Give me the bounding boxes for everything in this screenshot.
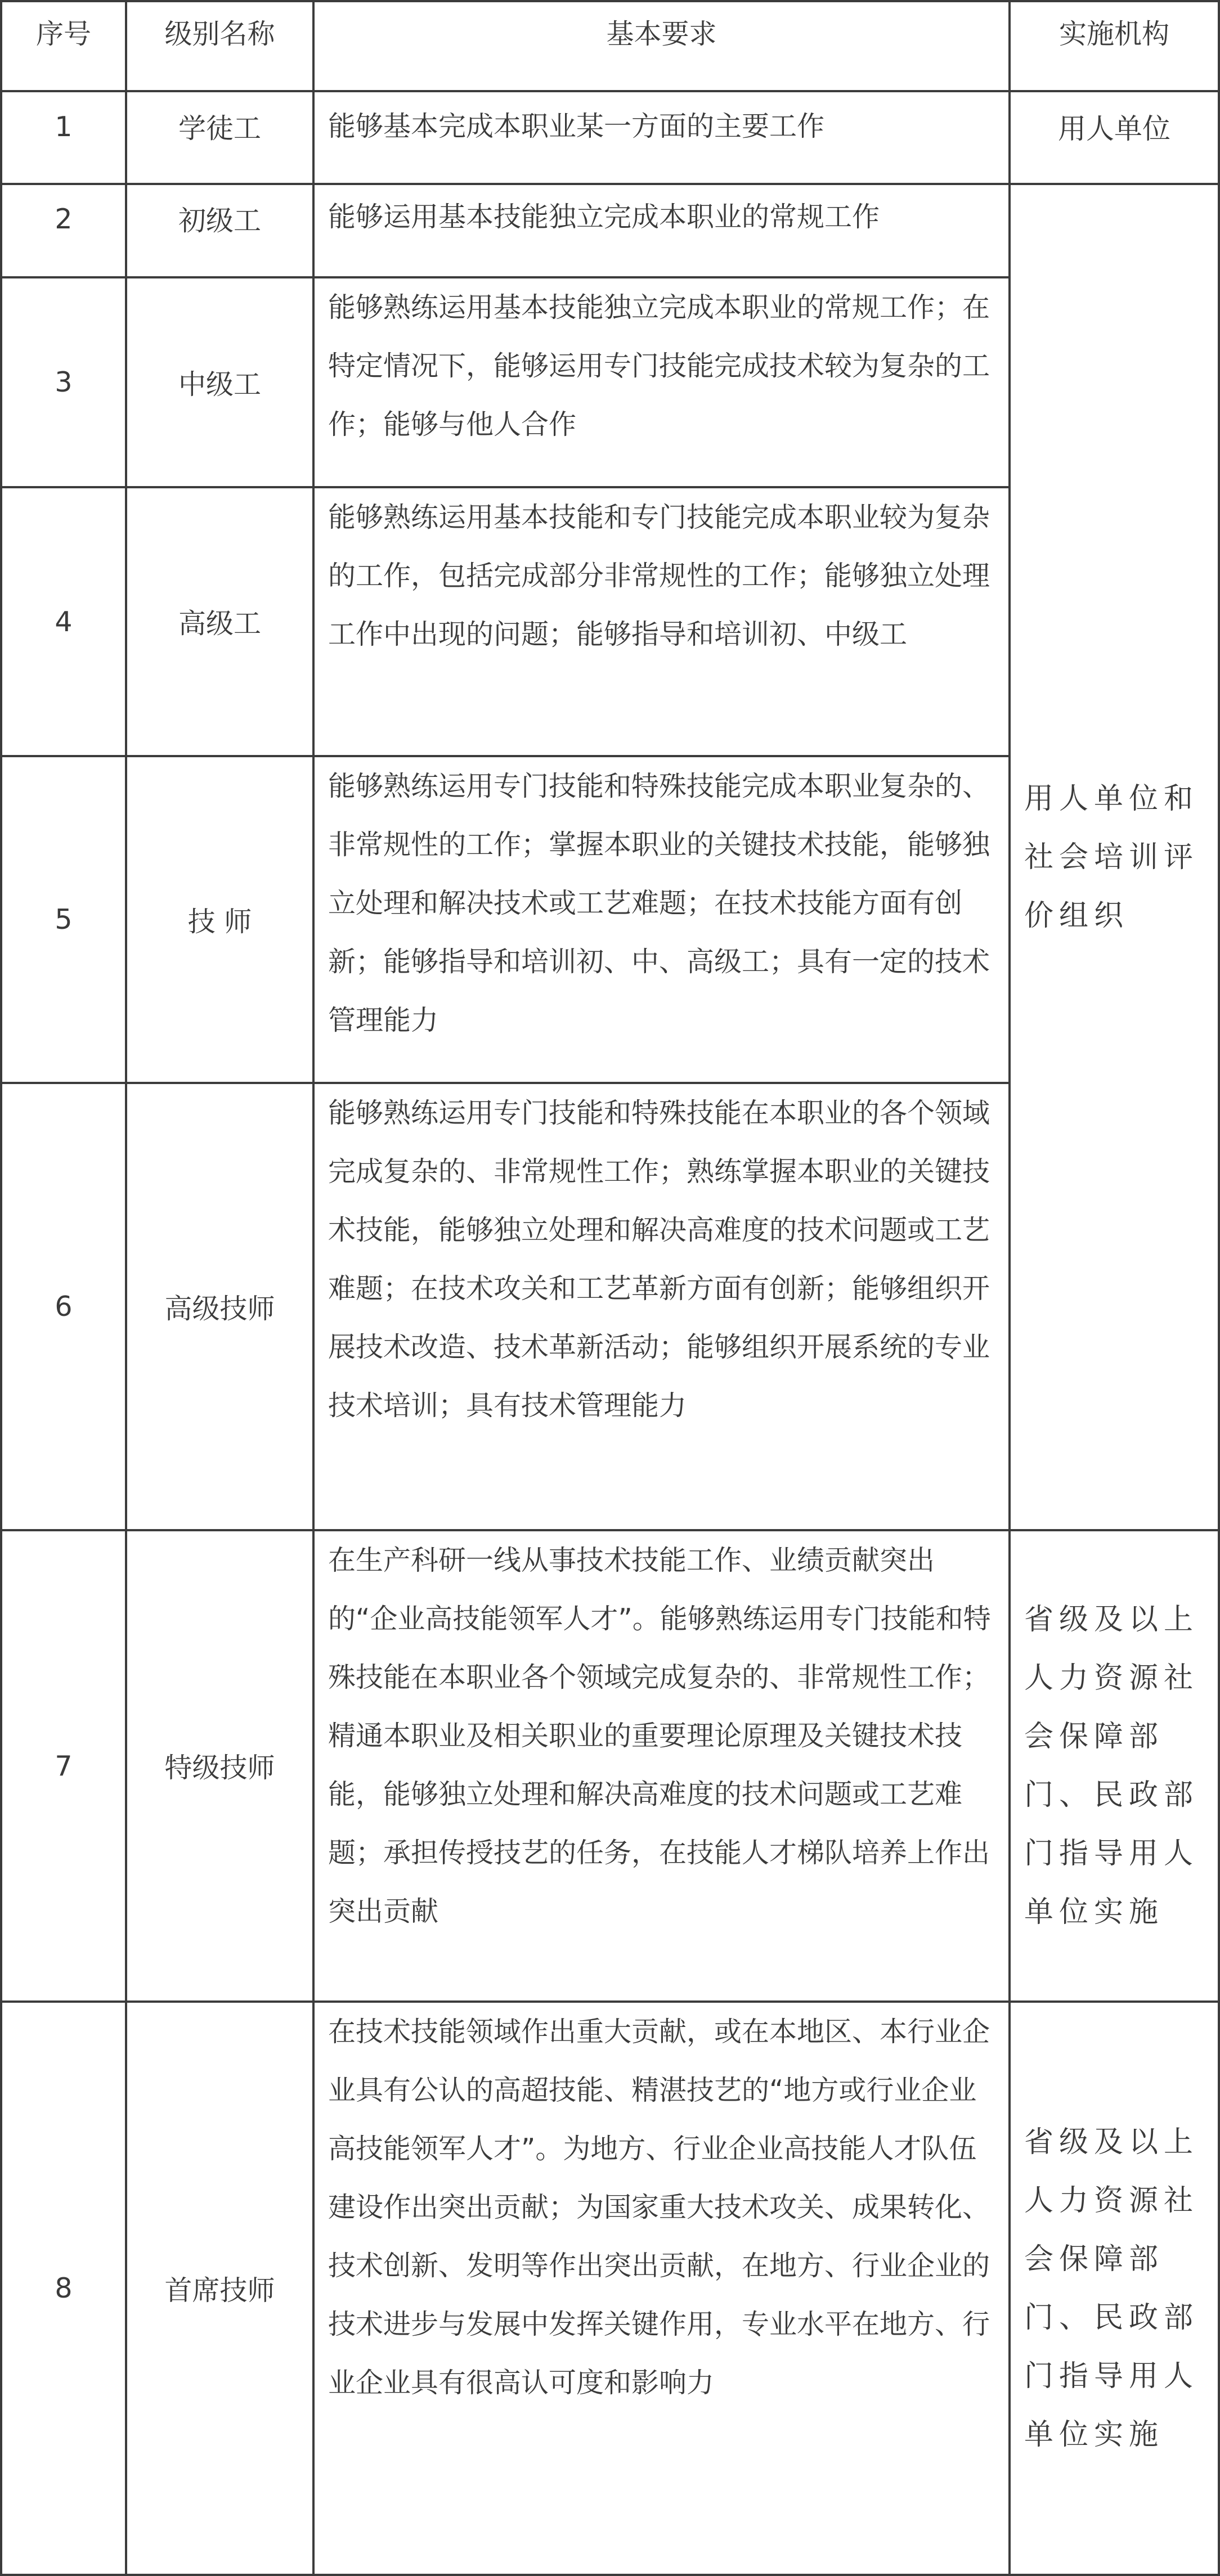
- row-level: 首席技师: [164, 2274, 275, 2307]
- row-level: 高级工: [178, 608, 261, 640]
- rule: [0, 2574, 1220, 2576]
- row-level: 学徒工: [178, 113, 261, 145]
- row-no: 1: [55, 110, 73, 143]
- row-requirement: 能够熟练运用基本技能独立完成本职业的常规工作；在特定情况下，能够运用专门技能完成技术较为复杂的工作；能够与他人合作: [328, 291, 990, 440]
- org-row8: 省级及以上人力资源社会保障部门、民政部门指导用人单位实施: [1024, 2125, 1199, 2452]
- header-requirement: 基本要求: [606, 18, 717, 50]
- row-no: 8: [55, 2272, 73, 2304]
- row-requirement: 能够熟练运用基本技能和专门技能完成本职业较为复杂的工作，包括完成部分非常规性的工作；能够独立处理工作中出现的问题；能够指导和培训初、中级工: [328, 501, 990, 650]
- org-row1: 用人单位: [1058, 113, 1170, 145]
- row-no: 7: [55, 1750, 73, 1782]
- org-row7: 省级及以上人力资源社会保障部门、民政部门指导用人单位实施: [1024, 1603, 1199, 1929]
- row-requirement: 在技术技能领域作出重大贡献，或在本地区、本行业企业具有公认的高超技能、精湛技艺的“地方或行业企业高技能领军人才”。为地方、行业企业高技能人才队伍建设作出突出贡献；为国家重大技术攻关、成果转化、技术创新、发明等作出突出贡献，在地方、行业企业的技术进步与发展中发挥关键作用，专业水平在地方、行业企业具有很高认可度和影响力: [328, 2016, 990, 2399]
- row-requirement: 能够运用基本技能独立完成本职业的常规工作: [328, 201, 880, 233]
- row-requirement: 能够基本完成本职业某一方面的主要工作: [328, 110, 825, 142]
- org-rows2to6: 用人单位和社会培训评价组织: [1024, 781, 1199, 933]
- header-level: 级别名称: [164, 18, 275, 50]
- row-level: 特级技师: [164, 1752, 275, 1784]
- row-level: 高级技师: [164, 1292, 275, 1325]
- row-no: 2: [55, 203, 73, 235]
- rule: [1218, 0, 1220, 2576]
- row-no: 4: [55, 605, 73, 638]
- row-requirement: 能够熟练运用专门技能和特殊技能完成本职业复杂的、非常规性的工作；掌握本职业的关键技术技能，能够独立处理和解决技术或工艺难题；在技术技能方面有创新；能够指导和培训初、中、高级工；具有一定的技术管理能力: [328, 770, 990, 1036]
- row-requirement: 能够熟练运用专门技能和特殊技能在本职业的各个领域完成复杂的、非常规性工作；熟练掌握本职业的关键技术技能，能够独立处理和解决高难度的技术问题或工艺难题；在技术攻关和工艺革新方面有创新；能够组织开展技术改造、技术革新活动；能够组织开展系统的专业技术培训；具有技术管理能力: [328, 1097, 990, 1422]
- row-no: 5: [55, 903, 73, 936]
- header-org: 实施机构: [1058, 18, 1169, 50]
- row-level: 中级工: [178, 368, 261, 401]
- header-no: 序号: [35, 18, 91, 50]
- rule: [0, 0, 1220, 2]
- row-no: 6: [55, 1291, 73, 1323]
- row-requirement: 在生产科研一线从事技术技能工作、业绩贡献突出的“企业高技能领军人才”。能够熟练运用专门技能和特殊技能在本职业各个领域完成复杂的、非常规性工作；精通本职业及相关职业的重要理论原理及关键技术技能，能够独立处理和解决高难度的技术问题或工艺难题；承担传授技艺的任务，在技能人才梯队培养上作出突出贡献: [328, 1544, 991, 1927]
- row-level: 技 师: [187, 905, 252, 938]
- row-no: 3: [55, 366, 73, 398]
- row-level: 初级工: [178, 205, 261, 237]
